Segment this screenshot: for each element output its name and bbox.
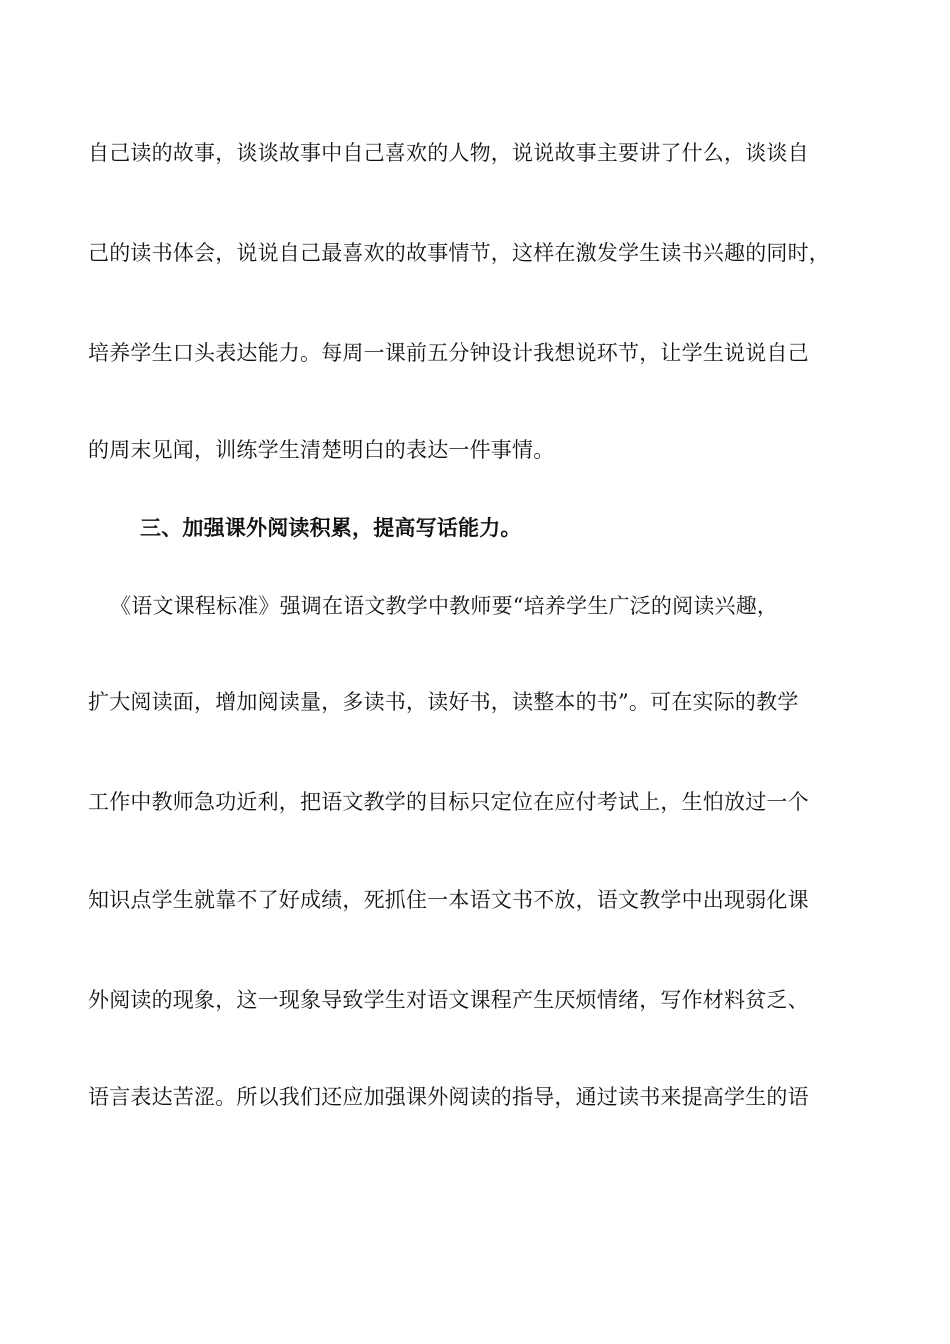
paragraph-line: 工作中教师急功近利，把语文教学的目标只定位在应付考试上，生怕放过一个 (88, 790, 809, 814)
paragraph-line: 外阅读的现象，这一现象导致学生对语文课程产生厌烦情绪，写作材料贫乏、 (88, 988, 809, 1012)
paragraph-line: 的周末见闻，训练学生清楚明白的表达一件事情。 (88, 438, 555, 462)
paragraph-line: 《语文课程标准》强调在语文教学中教师要“培养学生广泛的阅读兴趣， (110, 594, 779, 618)
paragraph-line: 扩大阅读面，增加阅读量，多读书，读好书，读整本的书”。可在实际的教学 (88, 690, 799, 714)
paragraph-line: 自己读的故事，谈谈故事中自己喜欢的人物，说说故事主要讲了什么，谈谈自 (88, 141, 809, 165)
paragraph-line: 知识点学生就靠不了好成绩，死抓住一本语文书不放，语文教学中出现弱化课 (88, 888, 809, 912)
paragraph-line: 语言表达苦涩。所以我们还应加强课外阅读的指导，通过读书来提高学生的语 (88, 1085, 809, 1109)
paragraph-line: 培养学生口头表达能力。每周一课前五分钟设计我想说环节，让学生说说自己 (88, 341, 809, 365)
section-heading: 三、加强课外阅读积累，提高写话能力。 (140, 515, 522, 540)
paragraph-line: 己的读书体会，说说自己最喜欢的故事情节，这样在激发学生读书兴趣的同时， (88, 241, 830, 265)
